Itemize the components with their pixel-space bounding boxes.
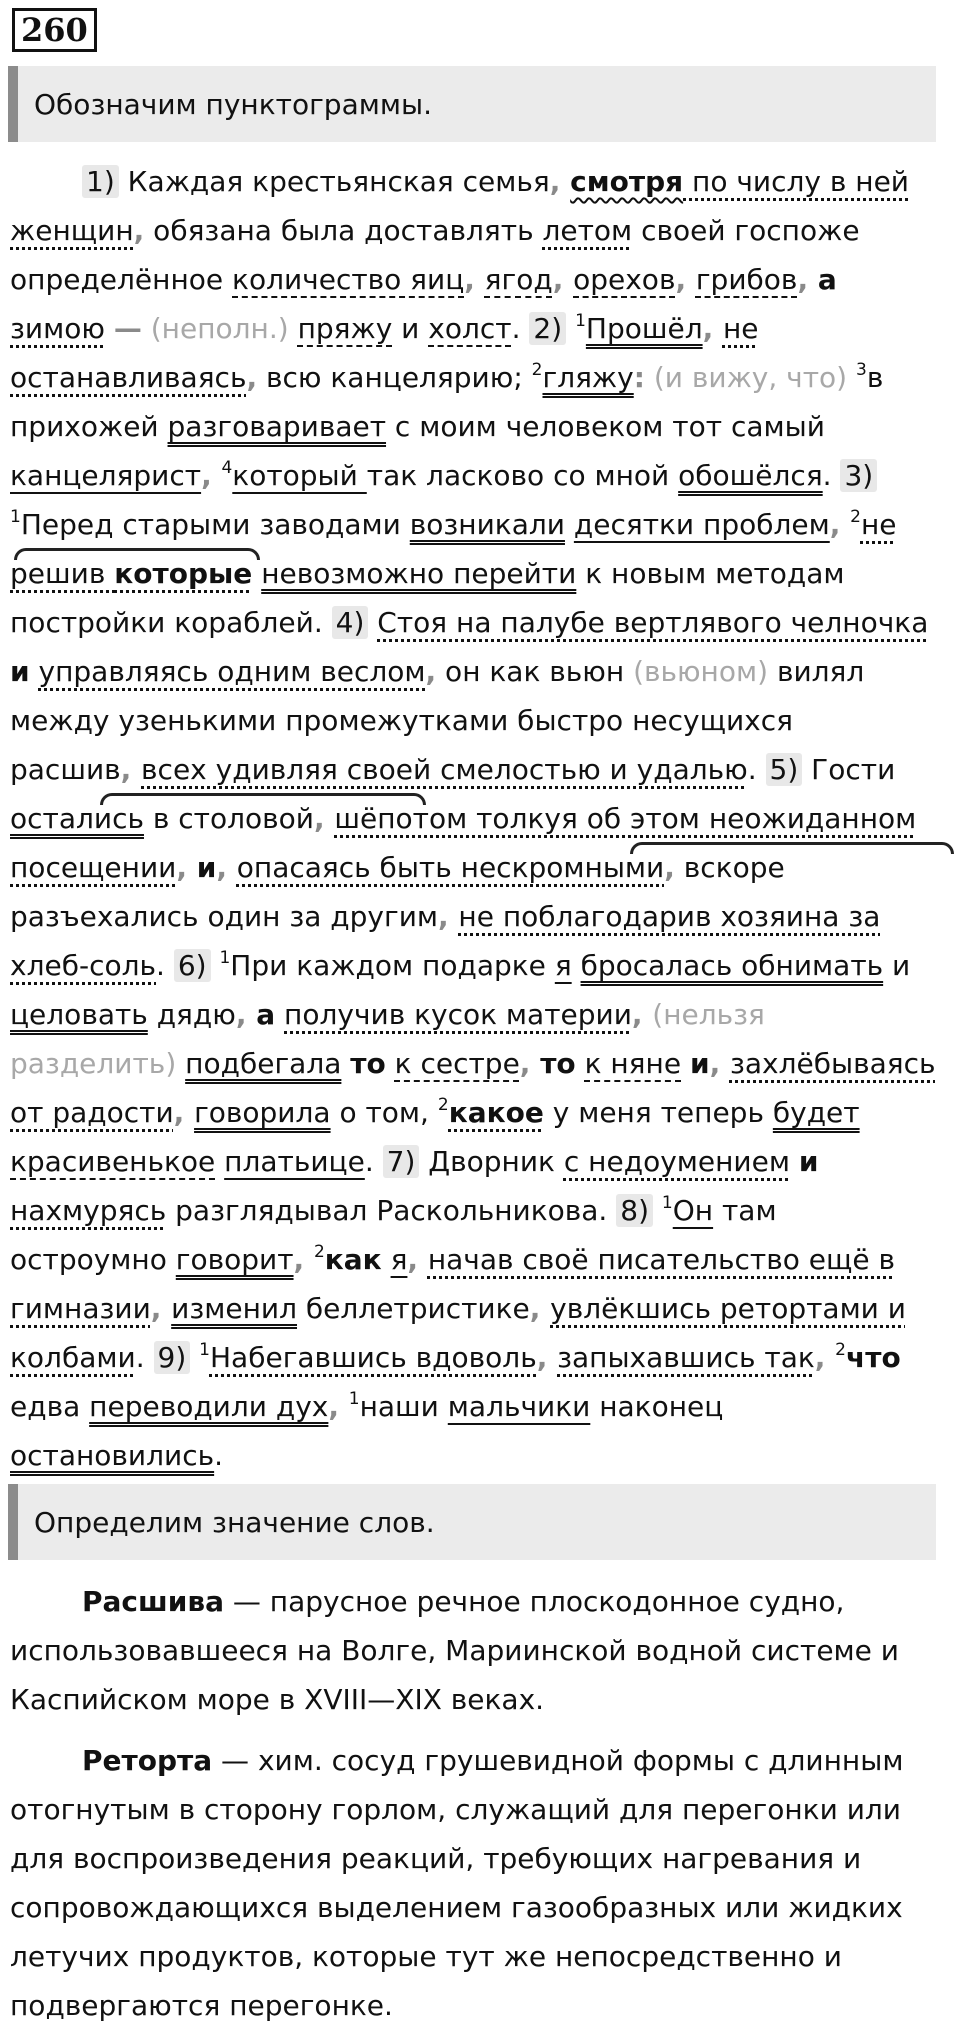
sentence-number: 1) [82, 165, 119, 198]
text-line: едва переводили дух, $^1$наши мальчики наконец [10, 1389, 724, 1423]
definition-term: Расшива [82, 1585, 224, 1618]
text-line: остроумно говорит, $^2$как я, начав своё писательство ещё в [10, 1242, 895, 1276]
sentence-number: 7) [383, 1145, 420, 1178]
text-line: решив которые невозможно перейти к новым методам [10, 557, 845, 590]
text-line: определённое количество яиц, ягод, орехов, грибов, а [10, 263, 837, 296]
section-header-definitions [8, 1484, 936, 1560]
phrase-arc [630, 842, 954, 854]
definition-rasshiva: Расшива — парусное речное плоскодонное судно, использовавшееся на Волге, Мариинской водной системе и Каспийском море в XVIII—XIX веках. [10, 1585, 899, 1716]
text-line: женщин, обязана была доставлять летом своей госпоже [10, 214, 860, 247]
text-line: разделить) подбегала то к сестре, то к няне и, захлёбываясь [10, 1047, 936, 1080]
text-line: прихожей разговаривает с моим человеком тот самый [10, 410, 825, 443]
sentence-number: 3) [840, 459, 877, 492]
phrase-arc [100, 793, 426, 805]
text-line: и управляясь одним веслом, он как вьюн (вьюном) вилял [10, 655, 865, 688]
text-line: канцелярист, $^4$который так ласково со мной обошёлся. 3) [10, 451, 950, 500]
phrase-arc [14, 548, 260, 560]
text-line: колбами. 9) $^1$Набегавшись вдоволь, запыхавшись так, $^2$что [10, 1340, 901, 1374]
section-title: Обозначим пунктограммы. [34, 87, 432, 121]
text-line: нахмурясь разглядывал Раскольникова. 8) $^1$Он там [10, 1193, 777, 1227]
text-line: $^1$Перед старыми заводами возникали десятки проблем, $^2$не [10, 507, 897, 541]
sentence-number: 6) [174, 949, 211, 982]
text-line: постройки кораблей. 4) Стоя на палубе вертлявого челночка [10, 606, 929, 639]
text-line: 1) Каждая крестьянская семья, смотря по числу в ней [10, 157, 950, 206]
task-number: 260 [12, 8, 97, 52]
text-line: остановились. [10, 1439, 224, 1472]
analysis-text [10, 157, 950, 1480]
text-line: между узенькими промежутками быстро несущихся [10, 704, 793, 737]
text-line: от радости, говорила о том, $^2$какое у меня теперь будет [10, 1095, 860, 1129]
sentence-number: 5) [766, 753, 803, 786]
section-title: Определим значение слов. [34, 1505, 435, 1539]
sentence-number: 8) [616, 1194, 653, 1227]
text-line: хлеб-соль. 6) $^1$При каждом подарке я бросалась обнимать и [10, 948, 911, 982]
text-line: целовать дядю, а получив кусок материи, (нельзя [10, 998, 765, 1031]
text-line: посещении, и, опасаясь быть нескромными, вскоре [10, 851, 785, 884]
text-line: остались в столовой, шёпотом толкуя об этом неожиданном [10, 802, 917, 835]
text-line: зимою — (неполн.) пряжу и холст. 2) $^1$Прошёл, не [10, 311, 759, 345]
sentence-number: 9) [154, 1341, 191, 1374]
text-line: разъехались один за другим, не поблагодарив хозяина за [10, 900, 881, 933]
text-line: останавливаясь, всю канцелярию; $^2$гляжу: (и вижу, что) $^3$в [10, 360, 884, 394]
text-line: красивенькое платьице. 7) Дворник с недоумением и [10, 1145, 819, 1178]
text-line: расшив, всех удивляя своей смелостью и удалью. 5) Гости [10, 753, 896, 786]
text-line: гимназии, изменил беллетристике, увлёкшись ретортами и [10, 1292, 906, 1325]
sentence-number: 4) [332, 606, 369, 639]
definition-retorta: Реторта — хим. сосуд грушевидной формы с длинным отогнутым в сторону горлом, служащий для перегонки или для воспроизведения реакций, требующих нагревания и сопровождающихся выделением газообразных или жидких летучих продуктов, которые тут же непосредственно и подвергаются перегонке. [10, 1744, 904, 2022]
section-header-punctuation [8, 66, 936, 142]
definition-term: Реторта [82, 1744, 213, 1777]
sentence-number: 2) [529, 312, 566, 345]
